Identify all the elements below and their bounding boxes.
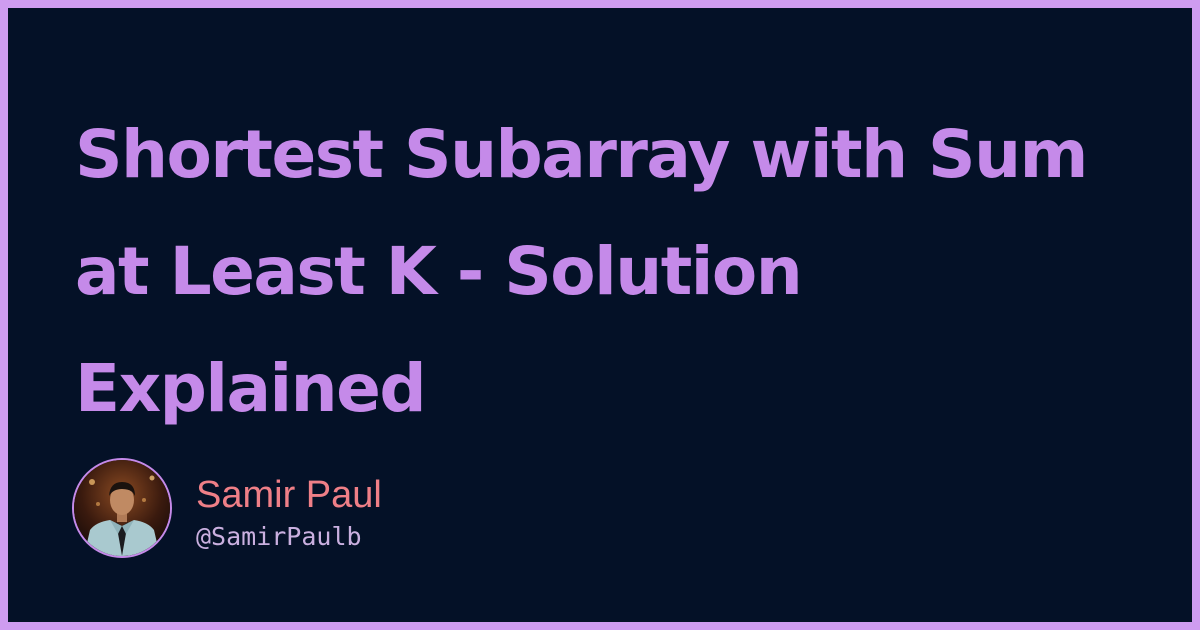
author-avatar-photo bbox=[74, 460, 170, 556]
author-handle: @SamirPaulb bbox=[196, 522, 362, 551]
author-avatar bbox=[72, 458, 172, 558]
author-name: Samir Paul bbox=[196, 474, 382, 516]
og-card bbox=[8, 8, 1192, 622]
post-title: Shortest Subarray with Sum at Least K - Solution Explained bbox=[75, 116, 1087, 427]
